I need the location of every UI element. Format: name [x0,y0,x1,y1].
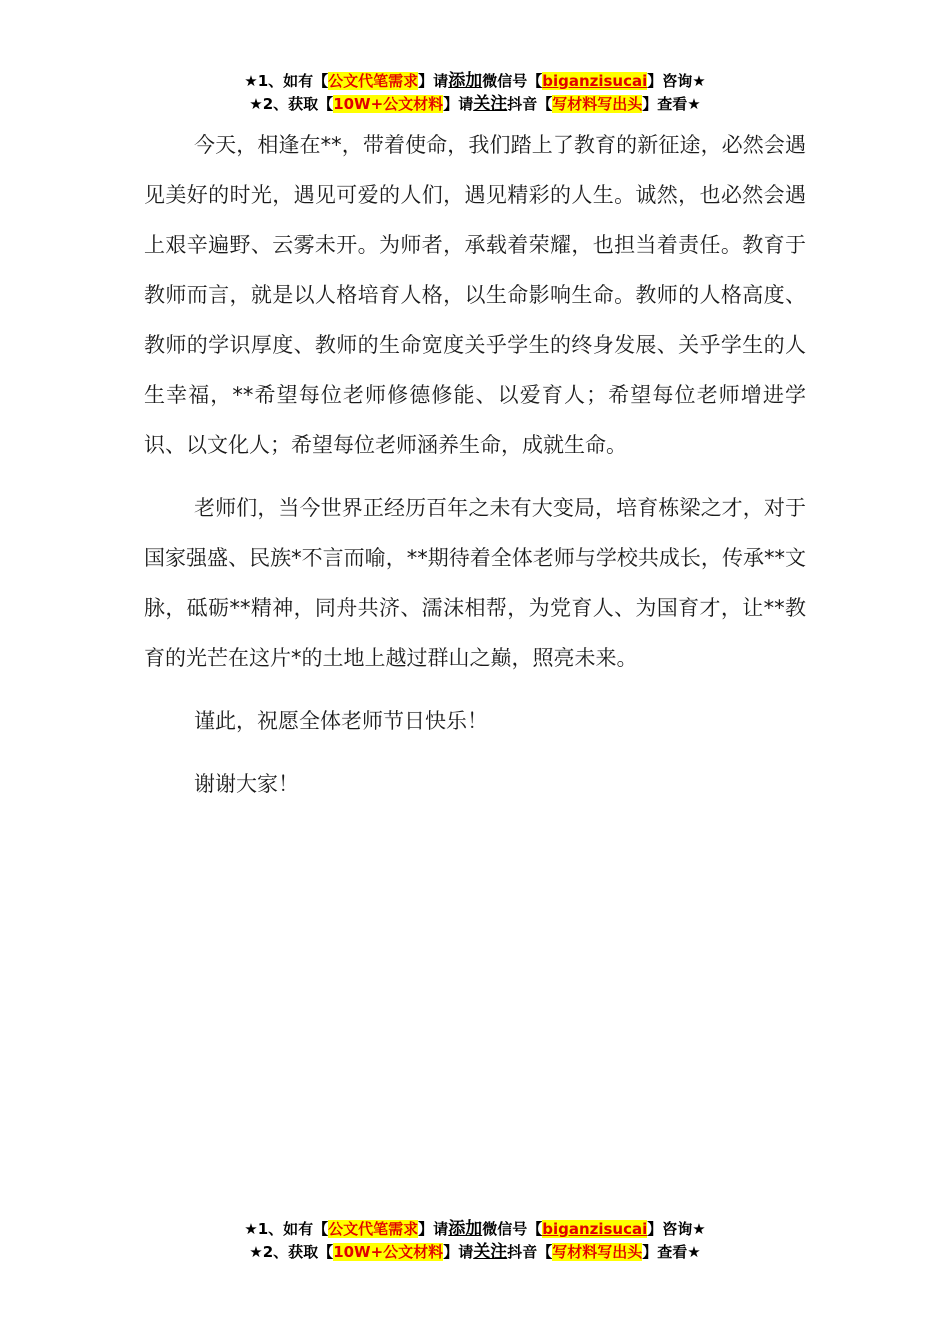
banner-text: 】请 [418,72,449,90]
paragraph-1: 今天，相逢在**，带着使命，我们踏上了教育的新征途，必然会遇见美好的时光，遇见可爱的人们，遇见精彩的人生。诚然，也必然会遇上艰辛遍野、云雾未开。为师者，承载着荣耀，也担当着责任。教育于教师而言，就是以人格培育人格，以生命影响生命。教师的人格高度、教师的学识厚度、教师的生命宽度关乎学生的终身发展、关乎学生的人生幸福，**希望每位老师修德修能、以爱育人；希望每位老师增进学识、以文化人；希望每位老师涵养生命，成就生命。 [144,133,806,457]
highlight-service: 公文代笔需求 [328,1220,419,1238]
header-banner [0,70,950,116]
highlight-douyin-account: 写材料写出头 [552,1243,643,1261]
banner-text: 抖音【 [507,1243,553,1261]
banner-line-1 [0,70,950,93]
banner-text: 微信号【 [482,1220,543,1238]
banner-text: 抖音【 [507,95,553,113]
banner-text: ★2、获取【 [249,1243,334,1261]
highlight-wechat-id: biganzisucai [542,72,648,90]
highlight-douyin-account: 写材料写出头 [552,95,643,113]
highlight-materials: 10W+公文材料 [333,95,444,113]
paragraph-3: 谨此，祝愿全体老师节日快乐！ [194,709,488,733]
banner-text: 】请 [443,95,474,113]
banner-emphasis: 添加 [448,1219,483,1239]
banner-text: ★2、获取【 [249,95,334,113]
banner-line-2 [0,93,950,116]
banner-text: 】请 [443,1243,474,1261]
banner-text: ★1、如有【 [244,1220,329,1238]
paragraph-2: 老师们，当今世界正经历百年之未有大变局，培育栋梁之才，对于国家强盛、民族*不言而喻，**期待着全体老师与学校共成长，传承**文脉，砥砺**精神，同舟共济、濡沫相帮，为党育人、为国育才，让**教育的光芒在这片*的土地上越过群山之巅，照亮未来。 [144,496,806,670]
highlight-wechat-id: biganzisucai [542,1220,648,1238]
banner-text: 】咨询★ [647,72,706,90]
banner-emphasis: 添加 [448,71,483,91]
banner-line-1 [0,1218,950,1241]
banner-text: 】查看★ [642,95,701,113]
footer-banner [0,1218,950,1264]
banner-text: 】咨询★ [647,1220,706,1238]
banner-text: 微信号【 [482,72,543,90]
banner-text: 】请 [418,1220,449,1238]
highlight-service: 公文代笔需求 [328,72,419,90]
highlight-materials: 10W+公文材料 [333,1243,444,1261]
banner-line-2 [0,1241,950,1264]
banner-emphasis: 关注 [473,1242,508,1262]
banner-text: ★1、如有【 [244,72,329,90]
paragraph-4: 谢谢大家！ [194,772,299,796]
banner-text: 】查看★ [642,1243,701,1261]
banner-emphasis: 关注 [473,94,508,114]
document-body [144,120,806,809]
